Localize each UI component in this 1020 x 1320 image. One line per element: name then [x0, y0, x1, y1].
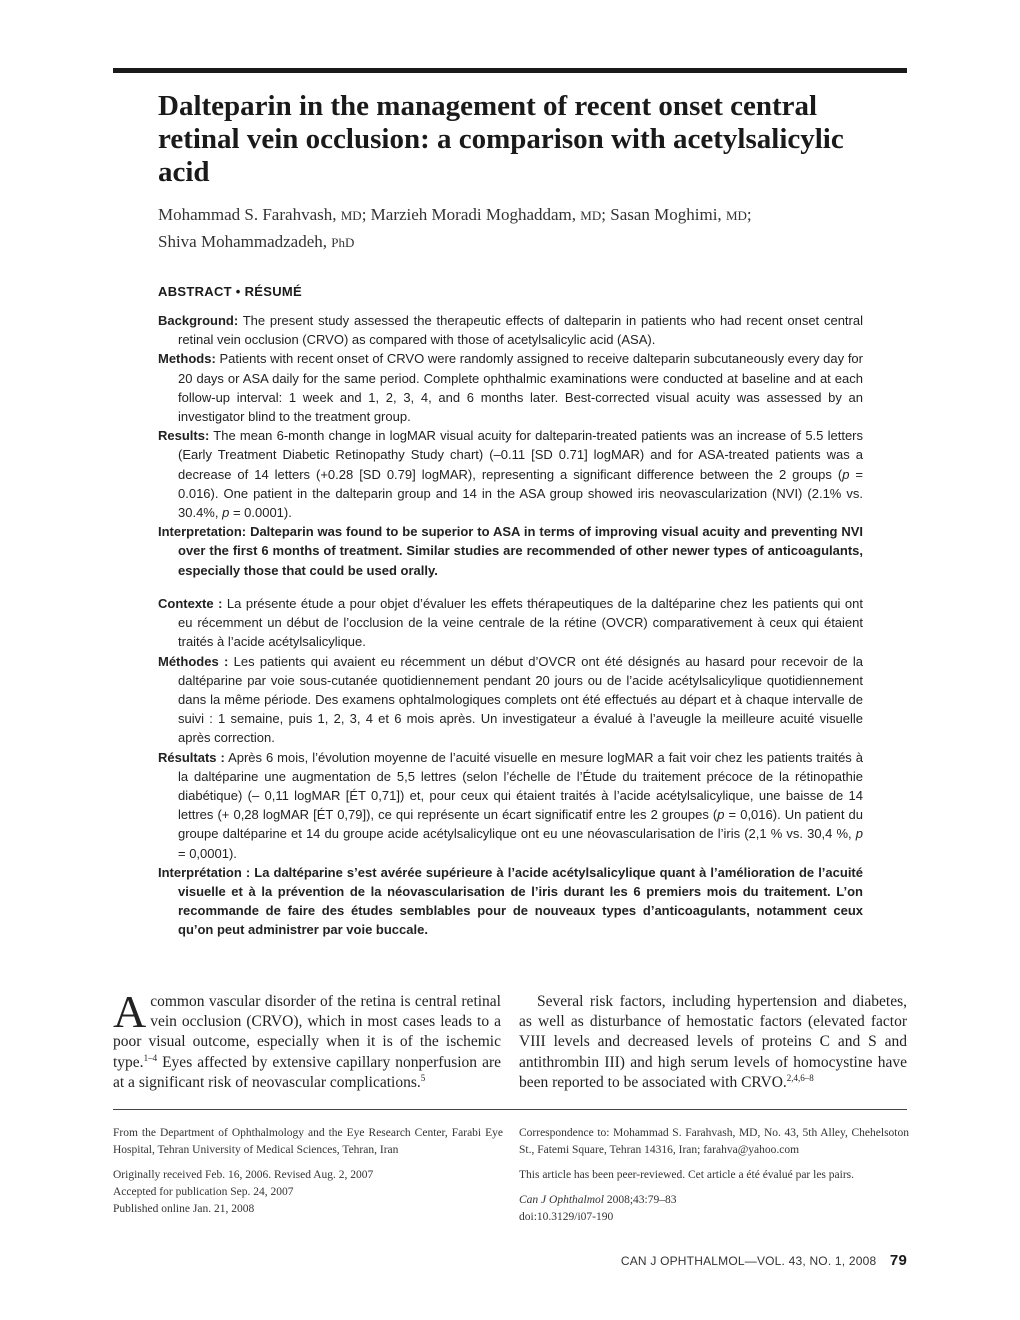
- section-label: Interprétation :: [158, 864, 251, 880]
- section-text: The present study assessed the therapeutic effects of dalteparin in patients who had recent onset central retinal vein occlusion (CRVO) as compared with those of acetylsalicylic acid (ASA).: [178, 313, 863, 348]
- citation-ref: 5: [420, 1072, 426, 1083]
- author-credential: MD: [340, 208, 362, 223]
- author-credential: MD: [580, 208, 602, 223]
- abstract-background: [158, 311, 863, 349]
- author-name: Marzieh Moradi Moghaddam,: [370, 205, 577, 224]
- body-paragraph: [113, 986, 501, 1093]
- author-list: Mohammad S. Farahvash, MD; Marzieh Moradi Moghaddam, MD; Sasan Moghimi, MD; Shiva Mohammadzadeh, PhD: [158, 205, 752, 251]
- p-value-symbol: p: [222, 505, 230, 521]
- section-text: La présente étude a pour objet d’évaluer les effets thérapeutiques de la daltéparine chez les patients qui ont eu récemment un début de l’occlusion de la veine centrale de la rétine (OVCR) comparativement à ceux qui étaient traités à l’acide acétylsalicylique.: [178, 596, 863, 650]
- citation-ref: 2,4,6–8: [786, 1072, 814, 1083]
- author-credential: MD: [725, 208, 747, 223]
- resume-interpretation: [158, 863, 863, 940]
- accepted-date: Accepted for publication Sep. 24, 2007: [113, 1186, 294, 1198]
- section-label: Results:: [158, 428, 210, 444]
- section-text: La daltéparine s’est avérée supérieure à l’acide acétylsalicylique quant à l’amélioration de l’acuité visuelle et à la prévention de la néovascularisation de l’iris durant les 6 premiers mois du traitement. L’on recommande de faire des études semblables pour de nouveaux types d’anticoagulants, notamment ceux qu’on peut administrer par voie buccale.: [178, 864, 863, 938]
- footnotes-right: [519, 1125, 909, 1226]
- citation-detail: 2008;43:79–83: [603, 1194, 677, 1206]
- history: [113, 1167, 503, 1218]
- section-label: Méthodes :: [158, 653, 229, 669]
- peer-review-note: This article has been peer-reviewed. Cet article a été évalué par les pairs.: [519, 1169, 855, 1181]
- footnotes-left: [113, 1125, 503, 1218]
- abstract-results: [158, 426, 863, 522]
- running-footer: [621, 1252, 907, 1269]
- body-paragraph: [519, 992, 907, 1093]
- section-text: = 0,016). Un patient du groupe daltéparine et 14 du groupe acide acétylsalicylique ont eu une néovascularisation de l’iris (2,1 % vs. 30,4 %,: [178, 807, 863, 842]
- author-name: Shiva Mohammadzadeh,: [158, 232, 328, 251]
- p-value-symbol: p: [855, 826, 863, 842]
- citation: [519, 1192, 909, 1226]
- section-text: Les patients qui avaient eu récemment un début d’OVCR ont été désignés au hasard pour recevoir de la daltéparine par voie sous-cutanée quotidiennement pendant 20 jours ou de l’acide acétylsalicylique quotidiennement dans la même période. Des examens ophtalmologiques complets ont été effectués au départ et à chaque intervalle de suivi : 1 semaine, puis 1, 2, 3, 4 et 6 mois après. Un investigateur a évalué à l’aveugle la meilleure acuité visuelle après correction.: [178, 653, 863, 746]
- abstract-interpretation: [158, 522, 863, 580]
- doi: doi:10.3129/i07-190: [519, 1211, 614, 1223]
- p-value-symbol: p: [842, 466, 850, 482]
- section-text: Dalteparin was found to be superior to ASA in terms of improving visual acuity and preventing NVI over the first 6 months of treatment. Similar studies are recommended of other newer types of anticoagulants, especially those that could be used orally.: [178, 524, 863, 578]
- page-number: 79: [889, 1252, 907, 1269]
- section-text: Patients with recent onset of CRVO were randomly assigned to receive dalteparin subcutaneously every day for 20 days or ASA daily for the same period. Complete ophthalmic examinations were conducted at baseline and at each follow-up interval: 1 week and 1, 2, 3, 4, and 6 months later. Best-corrected visual acuity was assessed by an investigator blind to the treatment group.: [178, 351, 863, 425]
- section-text: = 0,0001).: [178, 845, 237, 861]
- body-text: Eyes affected by extensive capillary nonperfusion are at a significant risk of neovascular complications.: [113, 1053, 501, 1091]
- p-value-symbol: p: [717, 807, 725, 823]
- body-column-left: [113, 986, 501, 1093]
- article-title: Dalteparin in the management of recent onset central retinal vein occlusion: a comparison with acetylsalicylic acid: [158, 90, 844, 188]
- resume-contexte: [158, 594, 863, 652]
- body-column-right: [519, 992, 907, 1093]
- section-text: = 0.0001).: [229, 505, 292, 521]
- section-text: Après 6 mois, l’évolution moyenne de l’acuité visuelle en mesure logMAR a fait voir chez les patients traités à la daltéparine une augmentation de 5,5 lettres (selon l’échelle de l’Étude du traitement précoce de la rétinopathie diabétique) (– 0,11 logMAR [ÉT 0,71]) et, pour ceux qui étaient traités à l’acide acétylsalicylique, une baisse de 14 lettres (+ 0,28 logMAR [ÉT 0,79]), ce qui représente un écart significatif entre les 2 groupes (: [178, 749, 863, 823]
- abstract-english: [158, 311, 863, 580]
- section-label: Background:: [158, 313, 239, 328]
- author-credential: PhD: [331, 235, 355, 250]
- resume-methodes: [158, 652, 863, 748]
- affiliation: From the Department of Ophthalmology and the Eye Research Center, Farabi Eye Hospital, Tehran University of Medical Sciences, Tehran, Iran: [113, 1127, 503, 1156]
- section-label: Résultats :: [158, 749, 225, 765]
- correspondence: Correspondence to: Mohammad S. Farahvash, MD, No. 43, 5th Alley, Chehelsoton St., Fatemi Square, Tehran 14316, Iran; farahva@yahoo.com: [519, 1127, 909, 1156]
- citation-journal: Can J Ophthalmol: [519, 1194, 604, 1206]
- received-date: Originally received Feb. 16, 2006. Revised Aug. 2, 2007: [113, 1169, 374, 1181]
- journal-citation: CAN J OPHTHALMOL—VOL. 43, NO. 1, 2008: [620, 1254, 877, 1268]
- citation-ref: 1–4: [143, 1052, 158, 1063]
- section-label: Methods:: [158, 351, 216, 367]
- footnote-rule: [113, 1109, 907, 1110]
- author-name: Sasan Moghimi,: [610, 205, 722, 224]
- author-name: Mohammad S. Farahvash,: [158, 205, 337, 224]
- body-text: common vascular disorder of the retina is central retinal vein occlusion (CRVO), which in most cases leads to a poor visual outcome, especially when it is of the ischemic type.: [113, 993, 501, 1071]
- section-label: Contexte :: [158, 596, 223, 611]
- abstract-heading: ABSTRACT • RÉSUMÉ: [158, 284, 302, 299]
- abstract-methods: [158, 349, 863, 426]
- resume-resultats: [158, 748, 863, 863]
- published-date: Published online Jan. 21, 2008: [113, 1203, 255, 1215]
- body-text: Several risk factors, including hypertension and diabetes, as well as disturbance of hemostatic factors (elevated factor VIII levels and decreased levels of proteins C and S and antithrombin III) and high serum levels of homocystine have been reported to be associated with CRVO.: [519, 993, 907, 1091]
- abstract-french: [158, 594, 863, 940]
- section-text: The mean 6-month change in logMAR visual acuity for dalteparin-treated patients was an increase of 5.5 letters (Early Treatment Diabetic Retinopathy Study chart) (–0.11 [SD 0.71] logMAR) and for ASA-treated patients was a decrease of 14 letters (+0.28 [SD 0.79] logMAR), representing a significant difference between the 2 groups (: [178, 428, 863, 482]
- top-rule: [113, 68, 907, 73]
- drop-cap: A: [113, 986, 147, 1037]
- section-text: = 0.016). One patient in the dalteparin group and 14 in the ASA group showed iris neovascularization (NVI) (2.1% vs. 30.4%,: [178, 466, 863, 521]
- section-label: Interpretation:: [158, 524, 247, 540]
